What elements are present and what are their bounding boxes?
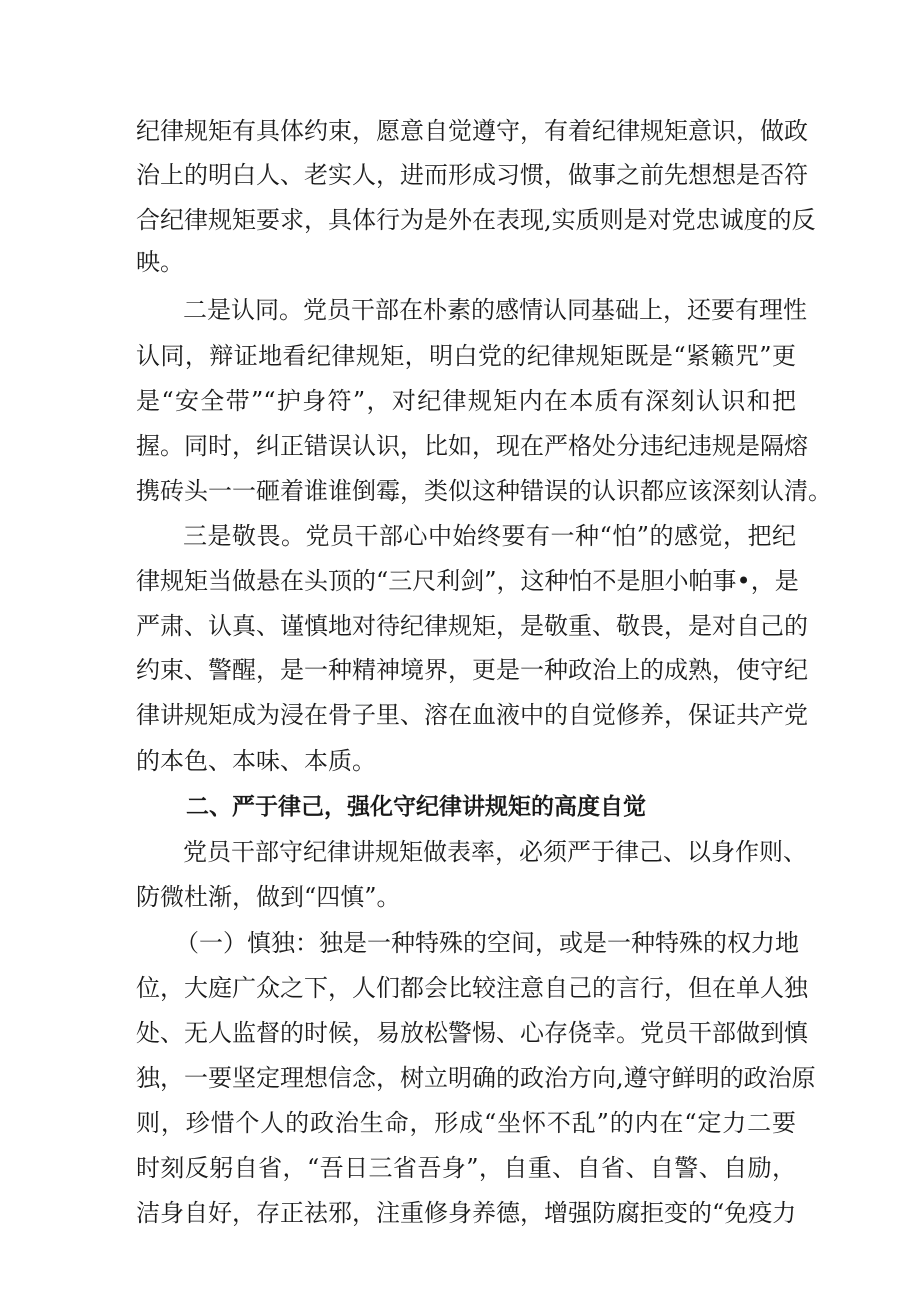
paragraph-1-line-1: 纪律规矩有具体约束，愿意自觉遵守，有着纪律规矩意识，做政 bbox=[136, 117, 808, 145]
paragraph-5-line-6: 时刻反躬自省，“吾日三省吾身”，自重、自省、自警、自励， bbox=[136, 1154, 796, 1182]
paragraph-3-line-5: 律讲规矩成为浸在骨子里、溶在血液中的自觉修养，保证共产党 bbox=[136, 701, 808, 729]
paragraph-5-line-2: 位，大庭广众之下，人们都会比较注意自己的言行，但在单人独 bbox=[136, 974, 808, 1002]
paragraph-1-line-3: 合纪律规矩要求，具体行为是外在表现,实质则是对党忠诚度的反 bbox=[136, 206, 816, 234]
paragraph-4-line-2: 防微杜渐，做到“四慎”。 bbox=[136, 883, 401, 911]
section-heading: 二、严于律己，强化守纪律讲规矩的高度自觉 bbox=[186, 794, 646, 820]
paragraph-3-line-1: 三是敬畏。党员干部心中始终要有一种“怕”的感觉，把纪 bbox=[183, 522, 796, 550]
paragraph-5-line-3: 处、无人监督的时候，易放松警惕、心存侥幸。党员干部做到慎 bbox=[136, 1019, 808, 1047]
paragraph-2-line-2: 认同，辩证地看纪律规矩，明白党的纪律规矩既是“紧籁咒”更 bbox=[136, 342, 796, 370]
paragraph-4-line-1: 党员干部守纪律讲规矩做表率，必须严于律己、以身作则、 bbox=[183, 838, 807, 866]
paragraph-2-line-1: 二是认同。党员干部在朴素的感情认同基础上，还要有理性 bbox=[183, 296, 807, 324]
paragraph-2-line-5: 携砖头一一砸着谁谁倒霉，类似这种错误的认识都应该深刻认清。 bbox=[136, 477, 832, 505]
paragraph-1-line-2: 治上的明白人、老实人，进而形成习惯，做事之前先想想是否符 bbox=[136, 161, 808, 189]
paragraph-3-line-4: 约束、警醒，是一种精神境界，更是一种政治上的成熟，使守纪 bbox=[136, 656, 808, 684]
paragraph-3-line-3: 严肃、认真、谨慎地对待纪律规矩，是敬重、敬畏，是对自己的 bbox=[136, 612, 808, 640]
paragraph-5-line-5: 则，珍惜个人的政治生命，形成“坐怀不乱”的内在“定力二要 bbox=[136, 1109, 796, 1137]
paragraph-2-line-3: 是“安全带”“护身符”，对纪律规矩内在本质有深刻认识和把 bbox=[136, 387, 796, 415]
paragraph-1-line-4: 映。 bbox=[136, 248, 184, 276]
paragraph-2-line-4: 握。同时，纠正错误认识，比如，现在严格处分违纪违规是隔熔 bbox=[136, 432, 808, 460]
paragraph-3-line-6: 的本色、本味、本质。 bbox=[136, 747, 376, 775]
paragraph-5-line-7: 洁身自好，存正祛邪，注重修身养德，增强防腐拒变的“免疫力 bbox=[136, 1199, 797, 1227]
paragraph-3-line-2: 律规矩当做悬在头顶的“三尺利剑”，这种怕不是胆小帕事•，是 bbox=[136, 567, 799, 595]
paragraph-5-line-1: （一）慎独：独是一种特殊的空间，或是一种特殊的权力地 bbox=[175, 929, 799, 957]
paragraph-5-line-4: 独，一要坚定理想信念，树立明确的政治方向,遵守鲜明的政治原 bbox=[136, 1064, 816, 1092]
